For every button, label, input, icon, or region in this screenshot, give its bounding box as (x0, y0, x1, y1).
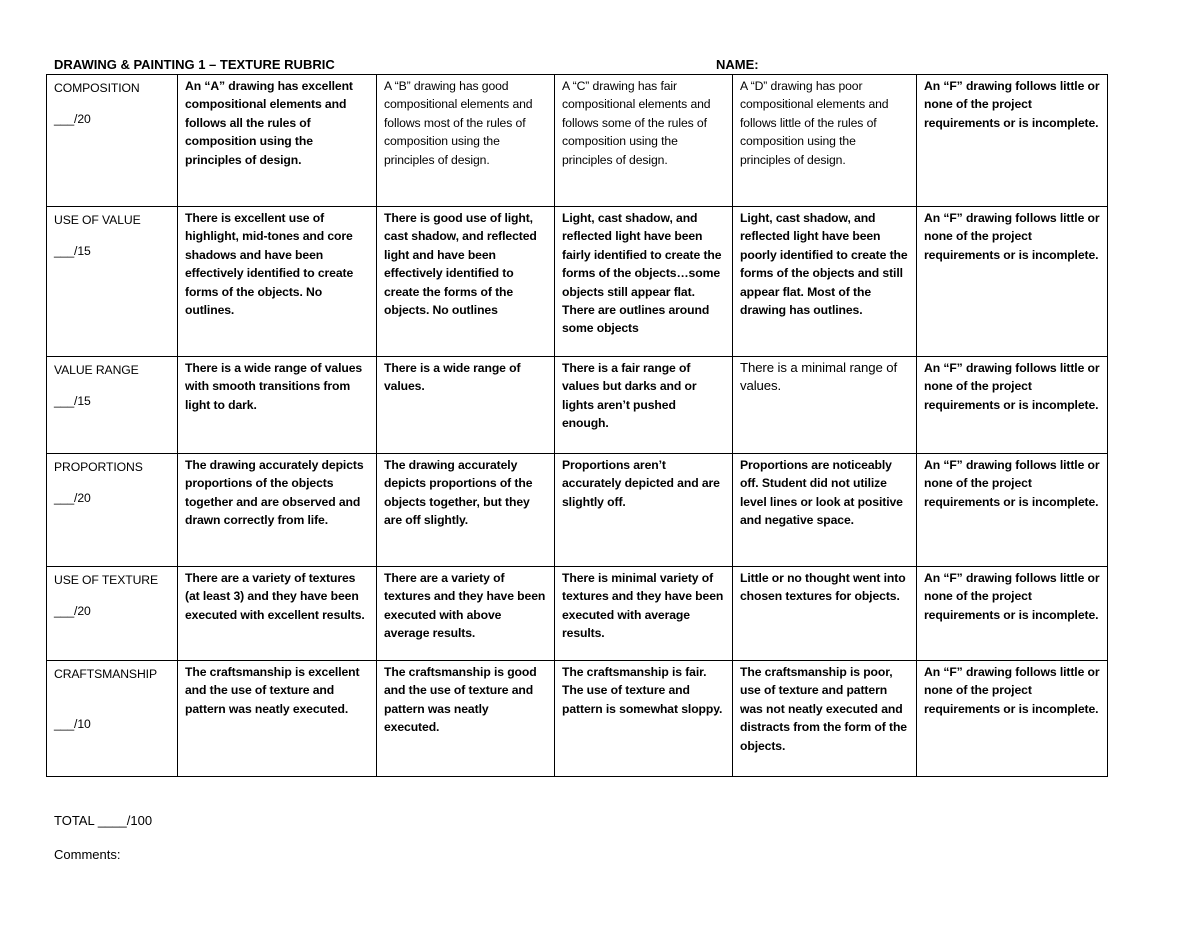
rubric-row-proportions (47, 454, 1108, 567)
grade-c-cell: A “C” drawing has fair compositional elements and follows some of the rules of composition using the principles of design. (555, 75, 733, 207)
category-cell (47, 75, 178, 207)
category-score: ___/15 (54, 394, 91, 409)
category-name: COMPOSITION (54, 81, 140, 95)
grade-d-cell: There is a minimal range of values. (733, 357, 917, 454)
category-cell (47, 454, 178, 567)
category-score: ___/10 (54, 717, 91, 732)
grade-c-cell: The craftsmanship is fair. The use of texture and pattern is somewhat sloppy. (555, 661, 733, 777)
grade-f-cell: An “F” drawing follows little or none of the project requirements or is incomplete. (917, 454, 1108, 567)
rubric-row-composition (47, 75, 1108, 207)
category-name: VALUE RANGE (54, 363, 139, 377)
grade-a-cell: The craftsmanship is excellent and the use of texture and pattern was neatly executed. (178, 661, 377, 777)
grade-b-cell: There are a variety of textures and they have been executed with above average results. (377, 567, 555, 661)
grade-a-cell: An “A” drawing has excellent compositional elements and follows all the rules of composition using the principles of design. (178, 75, 377, 207)
grade-d-cell: Little or no thought went into chosen textures for objects. (733, 567, 917, 661)
category-cell (47, 207, 178, 357)
rubric-row-use-of-value (47, 207, 1108, 357)
rubric-row-value-range (47, 357, 1108, 454)
category-name: USE OF VALUE (54, 213, 141, 227)
grade-c-cell: There is a fair range of values but darks and or lights aren’t pushed enough. (555, 357, 733, 454)
category-score: ___/15 (54, 244, 91, 259)
category-score: ___/20 (54, 491, 91, 506)
grade-d-cell: A “D” drawing has poor compositional elements and follows little of the rules of composition using the principles of design. (733, 75, 917, 207)
grade-f-cell: An “F” drawing follows little or none of the project requirements or is incomplete. (917, 357, 1108, 454)
rubric-row-craftsmanship (47, 661, 1108, 777)
grade-c-cell: There is minimal variety of textures and they have been executed with average results. (555, 567, 733, 661)
category-score: ___/20 (54, 604, 91, 619)
category-name: USE OF TEXTURE (54, 573, 159, 587)
grade-b-cell: The craftsmanship is good and the use of texture and pattern was neatly executed. (377, 661, 555, 777)
category-cell (47, 357, 178, 454)
grade-f-cell: An “F” drawing follows little or none of the project requirements or is incomplete. (917, 661, 1108, 777)
grade-a-cell: There is a wide range of values with smooth transitions from light to dark. (178, 357, 377, 454)
grade-c-cell: Proportions aren’t accurately depicted and are slightly off. (555, 454, 733, 567)
category-score: ___/20 (54, 112, 91, 127)
grade-f-cell: An “F” drawing follows little or none of the project requirements or is incomplete. (917, 567, 1108, 661)
grade-b-cell: A “B” drawing has good compositional elements and follows most of the rules of composition using the principles of design. (377, 75, 555, 207)
rubric-table (46, 74, 1108, 777)
category-cell (47, 567, 178, 661)
category-name: CRAFTSMANSHIP (54, 667, 157, 681)
grade-b-cell: There is a wide range of values. (377, 357, 555, 454)
grade-b-cell: There is good use of light, cast shadow, and reflected light and have been effectively identified to create the forms of the objects. No outlines (377, 207, 555, 357)
category-cell (47, 661, 178, 777)
rubric-title: DRAWING & PAINTING 1 – TEXTURE RUBRIC (54, 57, 335, 72)
grade-a-cell: There is excellent use of highlight, mid-tones and core shadows and have been effectively identified to create forms of the objects. No outlines. (178, 207, 377, 357)
category-name: PROPORTIONS (54, 460, 143, 474)
grade-a-cell: The drawing accurately depicts proportions of the objects together and are observed and drawn correctly from life. (178, 454, 377, 567)
grade-d-cell: Light, cast shadow, and reflected light have been poorly identified to create the forms of the objects and still appear flat. Most of the drawing has outlines. (733, 207, 917, 357)
grade-d-cell: Proportions are noticeably off. Student did not utilize level lines or look at positive and negative space. (733, 454, 917, 567)
grade-c-cell: Light, cast shadow, and reflected light have been fairly identified to create the forms of the objects…some objects still appear flat. There are outlines around some objects (555, 207, 733, 357)
rubric-row-use-of-texture (47, 567, 1108, 661)
total-score: TOTAL ____/100 (54, 813, 153, 828)
comments-label: Comments: (54, 847, 121, 862)
grade-f-cell: An “F” drawing follows little or none of the project requirements or is incomplete. (917, 75, 1108, 207)
grade-d-cell: The craftsmanship is poor, use of texture and pattern was not neatly executed and distracts from the form of the objects. (733, 661, 917, 777)
grade-a-cell: There are a variety of textures (at least 3) and they have been executed with excellent results. (178, 567, 377, 661)
grade-b-cell: The drawing accurately depicts proportions of the objects together, but they are off slightly. (377, 454, 555, 567)
name-label: NAME: (716, 57, 759, 72)
grade-f-cell: An “F” drawing follows little or none of the project requirements or is incomplete. (917, 207, 1108, 357)
